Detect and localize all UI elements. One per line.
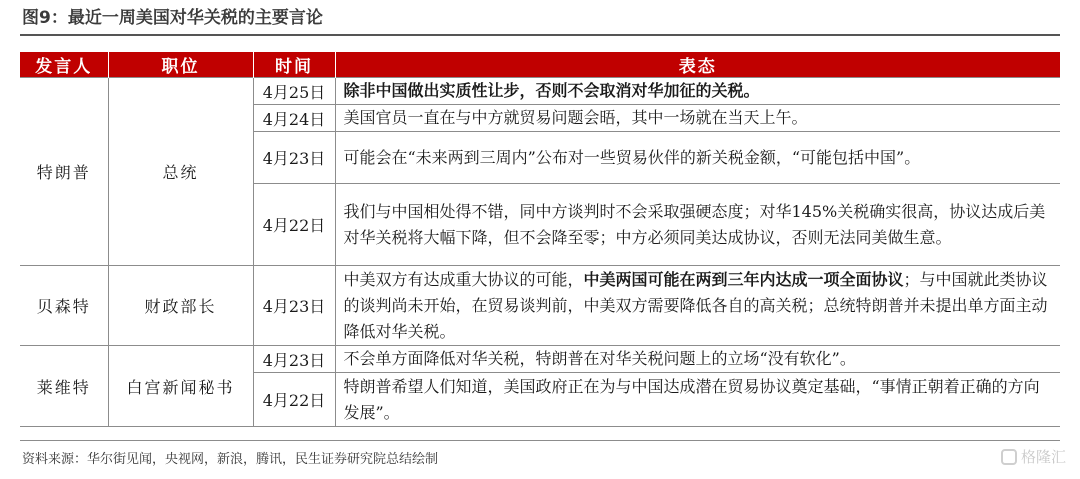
statement-cell: 美国官员一直在与中方就贸易问题会晤，其中一场就在当天上午。 [335, 105, 1060, 132]
speaker-cell: 特朗普 [20, 78, 108, 266]
table-row [20, 266, 1060, 346]
statement-highlight: 中美两国可能在两到三年内达成一项全面协议 [583, 269, 904, 289]
header-position: 职位 [108, 52, 253, 78]
statement-text: ；与中国就此类协议的谈判尚未开始，在贸易谈判前，中美双方需要降低各自的高关税；总统特朗普并未提出单方面主动降低对华关税。 [343, 269, 1048, 341]
time-cell: 4月23日 [253, 346, 335, 373]
watermark [1001, 446, 1066, 468]
speaker-cell: 莱维特 [20, 346, 108, 427]
time-cell: 4月23日 [253, 132, 335, 184]
statement-text: 中美双方有达成重大协议的可能， [343, 269, 584, 289]
figure-title: 图9：最近一周美国对华关税的主要言论 [22, 8, 323, 28]
time-cell: 4月22日 [253, 373, 335, 427]
watermark-text: 格隆汇 [1020, 448, 1066, 466]
table-header-row [20, 52, 1060, 78]
statement-cell: 可能会在“未来两到三周内”公布对一些贸易伙伴的新关税金额，“可能包括中国”。 [335, 132, 1060, 184]
header-time: 时间 [253, 52, 335, 78]
header-speaker: 发言人 [20, 52, 108, 78]
footer-divider [20, 440, 1060, 441]
position-cell: 财政部长 [108, 266, 253, 346]
time-cell: 4月23日 [253, 266, 335, 346]
statement-cell: 不会单方面降低对华关税，特朗普在对华关税问题上的立场“没有软化”。 [335, 346, 1060, 373]
table-row [20, 78, 1060, 105]
title-divider [20, 34, 1060, 36]
time-cell: 4月24日 [253, 105, 335, 132]
statement-cell: 除非中国做出实质性让步，否则不会取消对华加征的关税。 [335, 78, 1060, 105]
position-cell: 总统 [108, 78, 253, 266]
speaker-cell: 贝森特 [20, 266, 108, 346]
source-note: 资料来源：华尔街见闻，央视网，新浪，腾讯，民生证券研究院总结绘制 [22, 452, 439, 467]
time-cell: 4月25日 [253, 78, 335, 105]
header-statement: 表态 [335, 52, 1060, 78]
position-cell: 白宫新闻秘书 [108, 346, 253, 427]
statement-cell: 我们与中国相处得不错，同中方谈判时不会采取强硬态度；对华145%关税确实很高，协议达成后美对华关税将大幅下降，但不会降至零；中方必须同美达成协议，否则无法同美做生意。 [335, 184, 1060, 266]
table-row [20, 346, 1060, 373]
statement-cell: 特朗普希望人们知道，美国政府正在为与中国达成潜在贸易协议奠定基础，“事情正朝着正确的方向发展”。 [335, 373, 1060, 427]
statement-cell [335, 266, 1060, 346]
time-cell: 4月22日 [253, 184, 335, 266]
watermark-logo-icon [1001, 449, 1017, 465]
statements-table [20, 52, 1060, 427]
